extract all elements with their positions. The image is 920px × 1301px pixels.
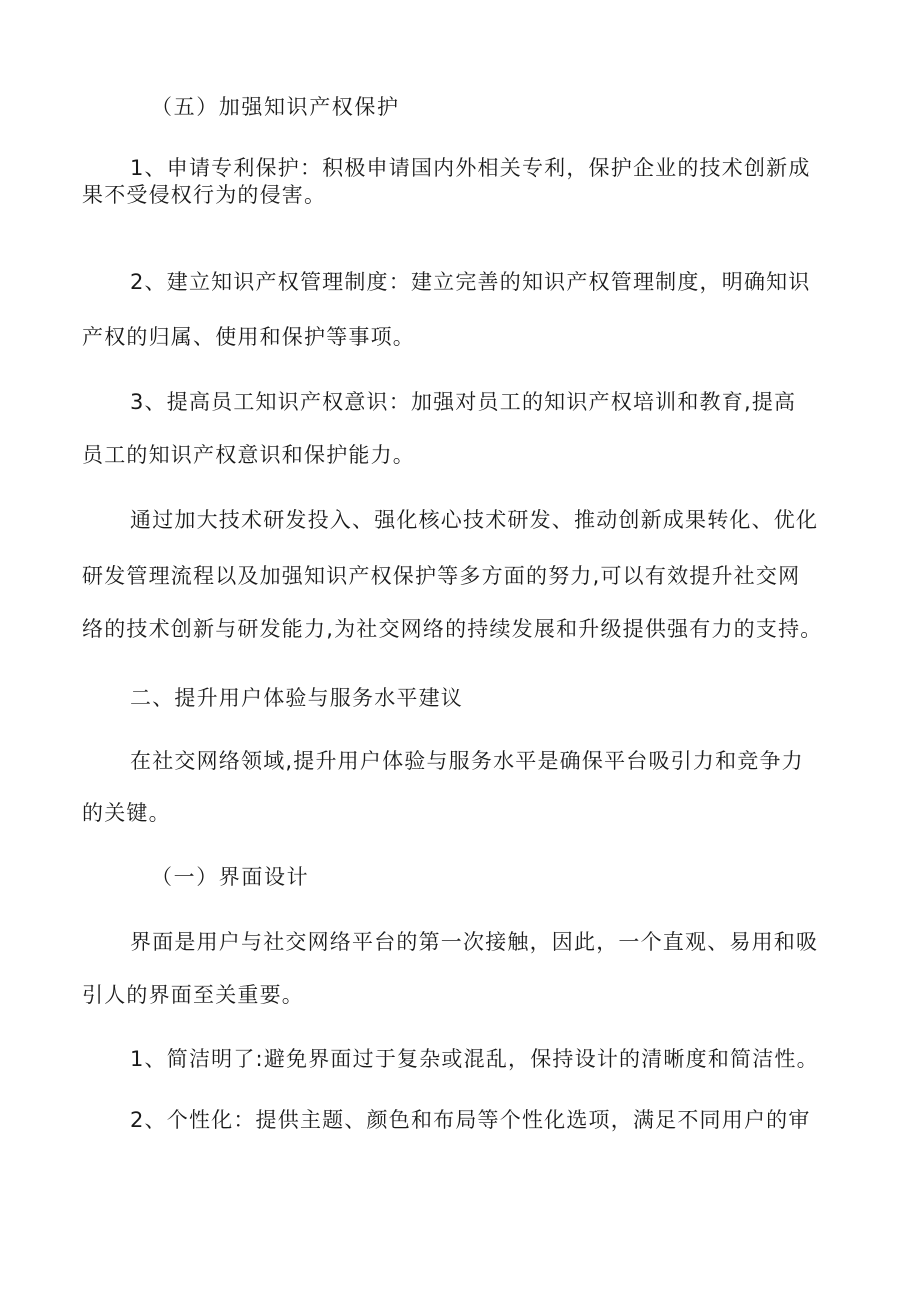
interface-para-line-2: 引人的界面至关重要。	[82, 983, 304, 1007]
ui-item-1: 1、简洁明了:避免界面过于复杂或混乱，保持设计的清晰度和简洁性。	[130, 1047, 819, 1071]
item-3-line-2: 员工的知识产权意识和保护能力。	[82, 443, 415, 467]
summary-line-2: 研发管理流程以及加强知识产权保护等多方面的努力,可以有效提升社交网	[82, 564, 801, 588]
intro-line-1: 在社交网络领域,提升用户体验与服务水平是确保平台吸引力和竞争力	[130, 749, 804, 773]
intro-line-2: 的关键。	[82, 801, 171, 825]
summary-line-1: 通过加大技术研发投入、强化核心技术研发、推动创新成果转化、优化	[130, 508, 819, 532]
ui-item-2: 2、个性化：提供主题、颜色和布局等个性化选项，满足不同用户的审	[130, 1108, 811, 1132]
section-2-heading: 二、提升用户体验与服务水平建议	[130, 686, 463, 710]
summary-line-3: 络的技术创新与研发能力,为社交网络的持续发展和升级提供强有力的支持。	[82, 617, 823, 641]
subsection-1-heading: （一）界面设计	[151, 865, 310, 889]
item-1-line-2: 果不受侵权行为的侵害。	[82, 183, 327, 207]
item-3-line-1: 3、提高员工知识产权意识：加强对员工的知识产权培训和教育,提高	[130, 390, 797, 414]
item-2-line-2: 产权的归属、使用和保护等事项。	[82, 325, 415, 349]
interface-para-line-1: 界面是用户与社交网络平台的第一次接触，因此，一个直观、易用和吸	[130, 930, 819, 954]
section-5-heading: （五）加强知识产权保护	[151, 95, 400, 119]
item-1-line-1: 1、申请专利保护：积极申请国内外相关专利，保护企业的技术创新成	[130, 156, 811, 180]
item-2-line-1: 2、建立知识产权管理制度：建立完善的知识产权管理制度，明确知识	[130, 270, 811, 294]
